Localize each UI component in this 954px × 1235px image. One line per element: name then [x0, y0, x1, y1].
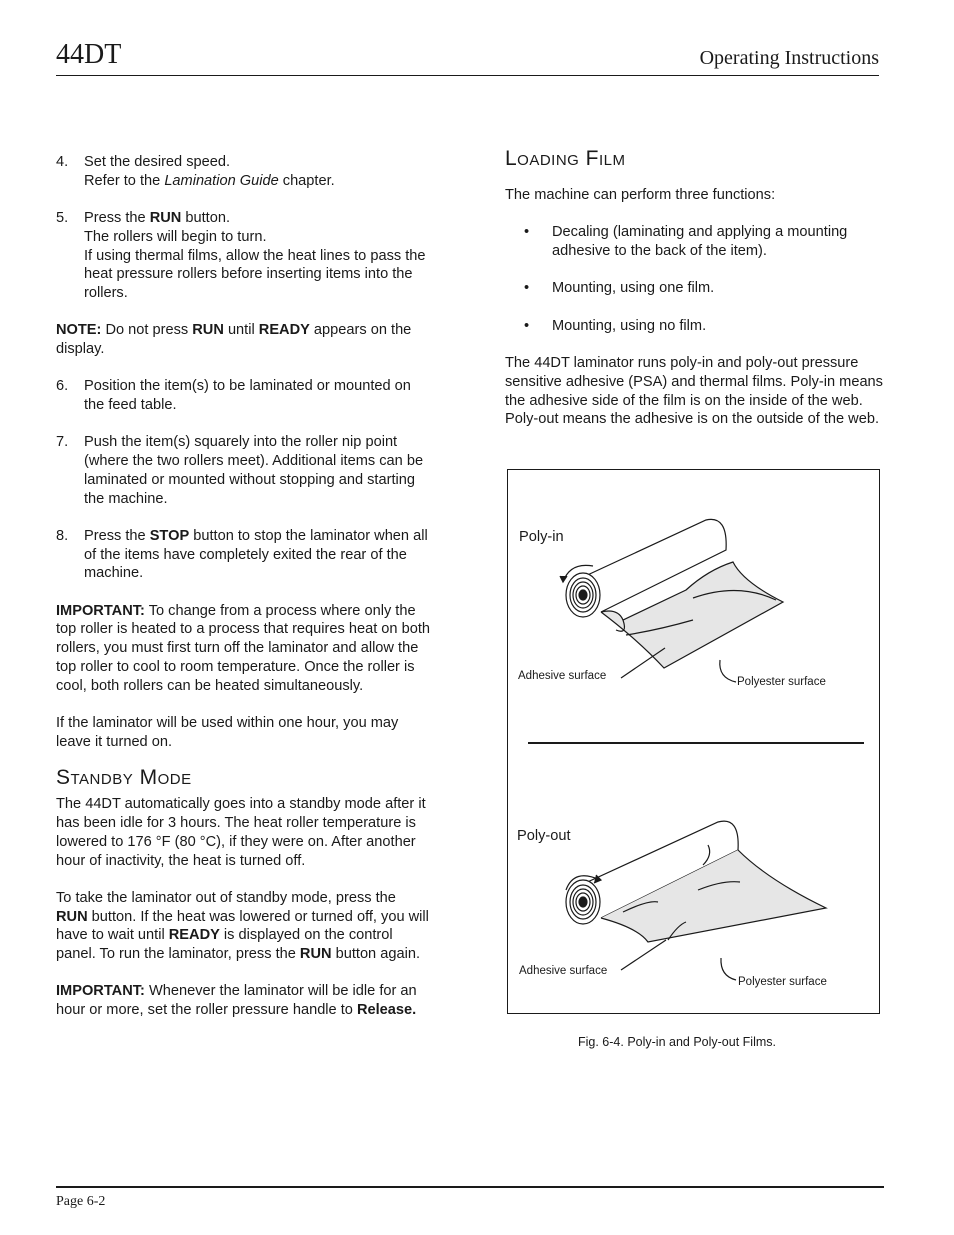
body-text: To take the laminator out of standby mode, press the [56, 889, 396, 906]
run-keyword: RUN [56, 908, 88, 925]
important-label: IMPORTANT: [56, 602, 145, 619]
step-6 [56, 377, 431, 414]
intro-paragraph: The machine can perform three functions: [505, 187, 776, 203]
body-text: button again. [331, 946, 420, 962]
step-text: If using thermal films, allow the heat lines to pass the heat pressure rollers before inserting items into the rollers. [84, 247, 426, 301]
step-text: chapter. [278, 172, 335, 189]
bullet-text: Mounting, using no film. [552, 317, 707, 334]
film-figure [507, 469, 880, 1014]
step-number: 4. [56, 154, 69, 170]
step-8 [56, 527, 431, 583]
step-text: Press the [84, 527, 150, 544]
standby-paragraph: The 44DT automatically goes into a standby mode after it has been idle for 3 hours. The heat roller temperature is lowered to 176 °F (80 °C), if they were on. After another hour of inactivity, the heat is turned off. [56, 796, 426, 869]
step-number: 5. [56, 210, 69, 227]
left-column [56, 153, 431, 1020]
step-text: button. [181, 210, 231, 227]
note-text: appears on the display. [56, 322, 412, 357]
step-7 [56, 433, 431, 508]
body-text: is displayed on the control panel. To run the laminator, press the [56, 927, 393, 962]
step-text: The rollers will begin to turn. [84, 228, 267, 245]
body-text: button. If the heat was lowered or turned off, you will have to wait until [56, 908, 429, 944]
important-text: To change from a process where only the top roller is heated to a process that requires heat on both rollers, you must first turn off the laminator and allow the top roller to cool to room temperature. Once the roller is cool, both rollers can be heated simultaneously. [56, 602, 430, 694]
run-keyword: RUN [149, 210, 182, 227]
film-illustration [508, 470, 879, 1013]
run-keyword: RUN [192, 322, 224, 339]
right-column [505, 146, 885, 429]
run-keyword: RUN [299, 946, 332, 962]
important-label: IMPORTANT: [56, 983, 145, 1000]
adhesive-surface-label: Adhesive surface [518, 670, 607, 682]
step-text: Set the desired speed. [84, 154, 231, 170]
note-paragraph [56, 321, 431, 358]
important-text: Whenever the laminator will be idle for an hour or more, set the roller pressure handle to [56, 983, 417, 1019]
step-4 [56, 153, 431, 190]
bullet-icon: • [524, 317, 530, 334]
step-text: button to stop the laminator when all of the items have completely exited the rear of the machine. [84, 527, 428, 582]
bullet-item [505, 317, 885, 336]
poly-in-label: Poly-in [519, 529, 564, 545]
poly-out-label: Poly-out [517, 828, 571, 844]
stop-keyword: STOP [149, 527, 190, 544]
loading-film-heading: Loading Film [505, 147, 626, 170]
poly-out-roll-icon [566, 821, 826, 980]
film-description-paragraph: The 44DT laminator runs poly-in and poly-out pressure sensitive adhesive (PSA) and thermal films. Poly-in means the adhesive side of the film is on the inside of the web. Poly-out means the adhesive is on the outside of the web. [505, 355, 883, 428]
polyester-surface-label: Polyester surface [737, 676, 826, 688]
step-number: 6. [56, 378, 69, 395]
bullet-item [505, 279, 885, 298]
important-paragraph [56, 602, 431, 696]
ready-keyword: READY [168, 927, 220, 944]
section-title: Operating Instructions [699, 47, 879, 69]
step-text: Refer to the [84, 172, 165, 189]
note-label: NOTE: [56, 322, 102, 339]
adhesive-surface-label: Adhesive surface [519, 965, 608, 977]
ready-keyword: READY [258, 322, 310, 339]
release-keyword: Release. [356, 1002, 417, 1019]
standby-exit-paragraph [56, 889, 431, 964]
bullet-icon: • [524, 280, 530, 297]
note-text: until [223, 322, 259, 339]
poly-in-roll-icon [560, 519, 783, 682]
page-number: Page 6-2 [56, 1194, 106, 1209]
important-paragraph [56, 982, 431, 1019]
bullet-item [505, 223, 885, 260]
note-text: Do not press [101, 322, 193, 339]
bullet-icon: • [524, 224, 530, 241]
step-number: 8. [56, 527, 69, 544]
guide-reference: Lamination Guide [164, 172, 279, 189]
bullet-text: Mounting, using one film. [552, 280, 715, 297]
within-hour-paragraph: If the laminator will be used within one hour, you may leave it turned on. [56, 714, 399, 750]
step-text: Position the item(s) to be laminated or mounted on the feed table. [84, 378, 411, 414]
step-5 [56, 209, 431, 303]
bullet-text: Decaling (laminating and applying a mounting adhesive to the back of the item). [552, 224, 848, 260]
standby-mode-heading: Standby Mode [56, 766, 192, 790]
polyester-surface-label: Polyester surface [738, 976, 827, 988]
step-text: Press the [84, 210, 150, 227]
figure-caption: Fig. 6-4. Poly-in and Poly-out Films. [578, 1035, 776, 1049]
footer-divider [56, 1186, 884, 1188]
step-number: 7. [56, 434, 69, 451]
document-model-title: 44DT [56, 39, 122, 70]
step-text: Push the item(s) squarely into the roller nip point (where the two rollers meet). Additional items can be laminated or mounted without stopping and starting the machine. [84, 434, 424, 507]
header-divider [56, 75, 879, 76]
